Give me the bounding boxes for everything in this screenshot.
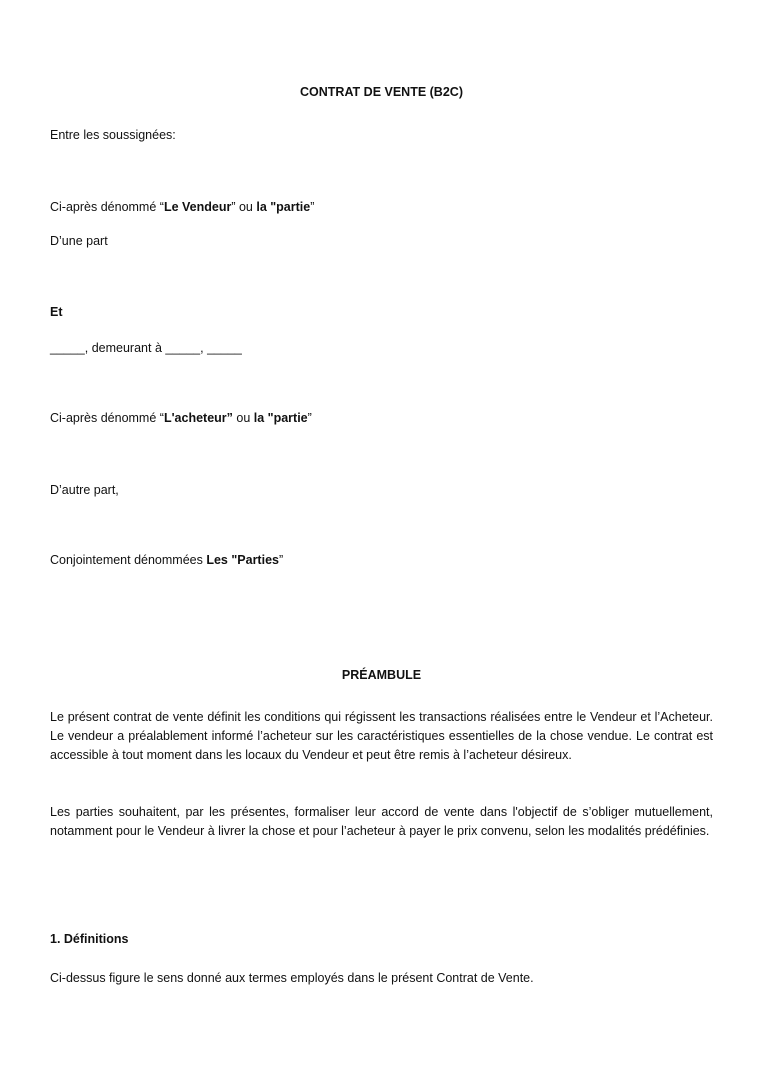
vendeur-designation: [50, 199, 314, 215]
et-heading: Et: [50, 305, 63, 319]
section-1-text: Ci-dessus figure le sens donné aux termes employés dans le présent Contrat de Vente.: [50, 971, 534, 985]
acheteur-mid: ou: [232, 411, 254, 425]
parties-name: Les "Parties: [206, 553, 279, 567]
acheteur-suffix: ”: [307, 411, 312, 425]
parties-prefix: Conjointement dénommées: [50, 553, 207, 567]
document-title: CONTRAT DE VENTE (B2C): [300, 85, 463, 99]
parties-suffix: ”: [278, 553, 284, 567]
acheteur-designation: [50, 410, 312, 426]
vendeur-prefix: Ci-après dénommé “: [50, 200, 164, 214]
vendeur-partie: la "partie: [256, 200, 311, 214]
autre-part-text: D’autre part,: [50, 483, 119, 497]
buyer-address-text2: ,: [200, 341, 208, 355]
buyer-extra-blank: _____: [207, 341, 242, 355]
vendeur-name: Le Vendeur: [163, 200, 232, 214]
une-part-text: D’une part: [50, 234, 108, 248]
buyer-city-blank: _____: [165, 341, 201, 355]
vendeur-suffix: ”: [310, 200, 315, 214]
acheteur-prefix: Ci-après dénommé “: [50, 411, 164, 425]
preambule-paragraph-1: Le présent contrat de vente définit les conditions qui régissent les transactions réalisées entre le Vendeur et l’Acheteur. Le vendeur a préalablement informé l’acheteur sur les caractéristiques essentielles de la chose vendue. Le contrat est accessible à tout moment dans les locaux du Vendeur et peut être remis à l’acheteur désireux.: [50, 710, 713, 762]
buyer-name-blank: _____: [50, 341, 85, 355]
acheteur-partie: la "partie: [253, 411, 308, 425]
section-1-heading: 1. Définitions: [50, 932, 129, 946]
vendeur-mid: ” ou: [231, 200, 257, 214]
preambule-paragraph-2: Les parties souhaitent, par les présentes, formaliser leur accord de vente dans l'objectif de s’obliger mutuellement, notamment pour le Vendeur à livrer la chose et pour l’acheteur à payer le prix convenu, selon les modalités prédéfinies.: [50, 805, 713, 838]
intro-text: Entre les soussignées:: [50, 128, 176, 142]
buyer-address-text1: , demeurant à: [84, 341, 166, 355]
parties-designation: [50, 552, 283, 568]
preambule-heading: PRÉAMBULE: [341, 668, 422, 682]
buyer-address-line: [50, 340, 242, 356]
acheteur-name: L'acheteur”: [163, 411, 233, 425]
